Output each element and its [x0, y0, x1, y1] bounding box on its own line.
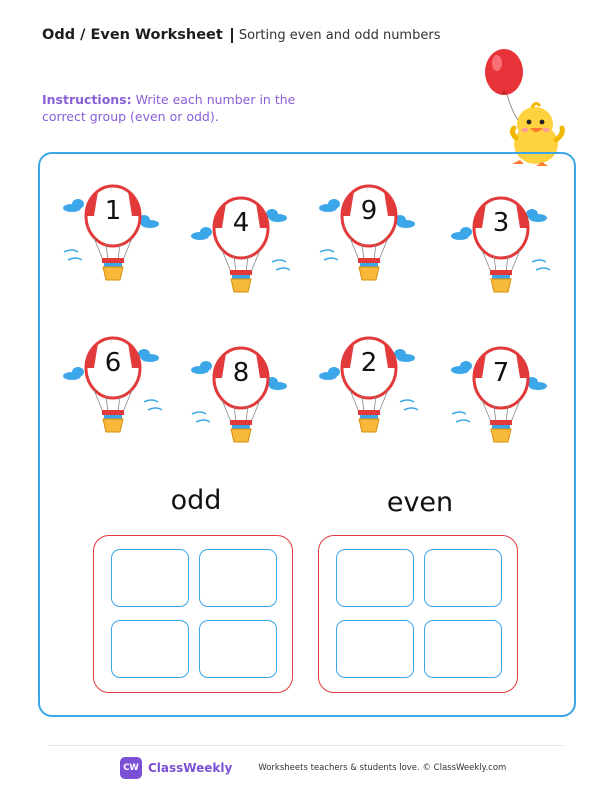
balloon-number: 1 [104, 196, 122, 226]
answer-cell[interactable] [111, 549, 189, 607]
balloon-number: 2 [360, 348, 378, 378]
balloon-number: 9 [360, 196, 378, 226]
balloon-number: 3 [492, 208, 510, 238]
instructions-text: Write each number in the correct group (even or odd). [42, 92, 296, 124]
duck-with-balloon-icon [480, 48, 570, 168]
hot-air-balloon-6 [186, 346, 296, 446]
hot-air-balloon-8 [446, 346, 556, 446]
balloon-number: 6 [104, 348, 122, 378]
page-title: Odd / Even Worksheet [42, 27, 223, 43]
answer-cell[interactable] [424, 549, 502, 607]
instructions [42, 91, 342, 125]
balloon-number: 8 [232, 358, 250, 388]
footer-brand: ClassWeekly [148, 761, 233, 775]
group-label-odd: odd [170, 485, 222, 516]
title-divider [231, 28, 233, 43]
answer-cell[interactable] [199, 549, 277, 607]
hot-air-balloon-4 [446, 196, 556, 296]
hot-air-balloon-2 [186, 196, 296, 296]
group-label-even: even [386, 487, 454, 518]
footer-divider [48, 745, 564, 746]
instructions-label: Instructions: [42, 92, 132, 107]
balloon-number: 7 [492, 358, 510, 388]
even-group-box [318, 535, 518, 693]
hot-air-balloon-5 [58, 336, 168, 436]
answer-cell[interactable] [336, 549, 414, 607]
page-subtitle: Sorting even and odd numbers [238, 27, 441, 43]
odd-group-box [93, 535, 293, 693]
worksheet-header [42, 27, 440, 43]
footer-tagline: Worksheets teachers & students love. © ClassWeekly.com [258, 763, 507, 773]
answer-cell[interactable] [336, 620, 414, 678]
answer-cell[interactable] [111, 620, 189, 678]
answer-cell[interactable] [199, 620, 277, 678]
answer-cell[interactable] [424, 620, 502, 678]
footer [120, 757, 506, 779]
balloon-number: 4 [232, 208, 250, 238]
hot-air-balloon-7 [314, 336, 424, 436]
hot-air-balloon-3 [314, 184, 424, 284]
classweekly-logo-icon: CW [120, 757, 142, 779]
hot-air-balloon-1 [58, 184, 168, 284]
